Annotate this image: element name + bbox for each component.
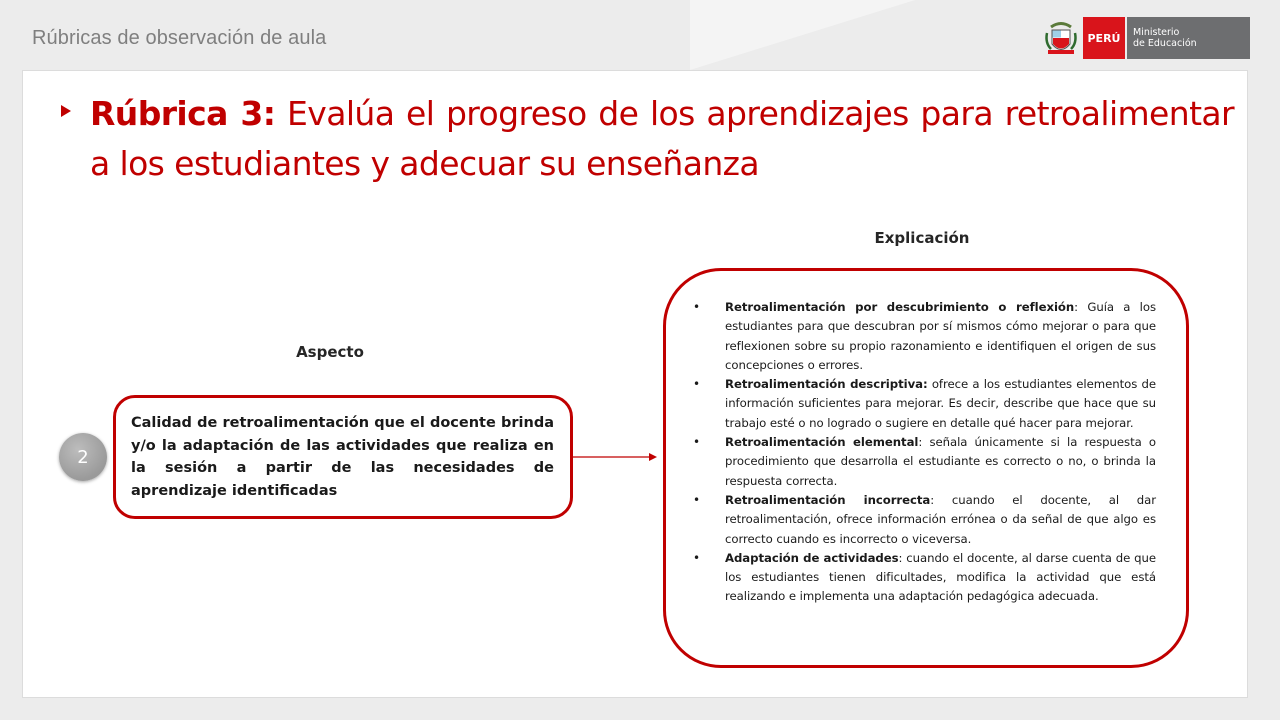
explanation-text: Guía a los estudiantes para que descubran por sí mismos cómo mejorar o para que reflexionen sobre su propio razonamiento e identifiquen el origen de sus concepciones o errores. (725, 300, 1157, 372)
ministry-logo (1043, 17, 1250, 59)
coat-of-arms-icon (1043, 17, 1079, 59)
explanation-term: Adaptación de actividades (725, 550, 899, 565)
explanation-term: Retroalimentación incorrecta (725, 492, 931, 507)
slide-title (90, 89, 1234, 189)
explanation-item (692, 491, 1156, 549)
explanation-separator: : (918, 435, 930, 450)
explanation-text: señala únicamente si la respuesta o procedimiento que desarrolla el estudiante es correcto o no, o brinda la respuesta correcta. (725, 435, 1156, 488)
explanation-separator: : (930, 492, 952, 507)
aspect-box: Calidad de retroalimentación que el docente brinda y/o la adaptación de las actividades que realiza en la sesión a partir de las necesidades de aprendizaje identificadas (113, 395, 573, 519)
explanation-text: cuando el docente, al dar retroalimentación, ofrece información errónea o da señal de que algo es correcto cuando es incorrecto o viceversa. (725, 492, 1156, 546)
explanation-label: Explicación (874, 229, 970, 247)
explanation-term: Retroalimentación elemental (725, 435, 919, 450)
aspect-number-badge: 2 (59, 433, 107, 481)
explanation-item (692, 433, 1156, 491)
ministry-line-1: Ministerio (1133, 27, 1180, 38)
explanation-text: cuando el docente, al darse cuenta de que los estudiantes tienen dificultades, modifica la actividad que está realizando e implementa una adaptación pedagógica adecuada. (725, 550, 1156, 604)
title-bullet-icon (61, 105, 71, 117)
explanation-box (663, 268, 1189, 668)
explanation-list (692, 298, 1156, 607)
aspect-label: Aspecto (296, 343, 364, 361)
explanation-separator: : (1074, 300, 1088, 314)
peru-label: PERÚ (1083, 17, 1125, 59)
explanation-separator: : (898, 550, 907, 565)
header-title: Rúbricas de observación de aula (32, 27, 327, 49)
explanation-term: Retroalimentación descriptiva: (725, 377, 928, 392)
explanation-item (692, 375, 1156, 433)
explanation-item (692, 549, 1156, 607)
explanation-term: Retroalimentación por descubrimiento o reflexión (725, 300, 1075, 314)
connector-arrow-icon (573, 450, 659, 464)
slide-title-bold: Rúbrica 3: (90, 94, 276, 133)
ministry-label (1127, 17, 1250, 59)
explanation-text: ofrece a los estudiantes elementos de información suficientes para mejorar. Es decir, describe que hace que su trabajo esté o no logrado o sugiere en detalle qué hacer para mejorar. (725, 377, 1157, 430)
slide-title-rest: Evalúa el progreso de los aprendizajes para retroalimentar a los estudiantes y adecuar su enseñanza (90, 94, 1235, 183)
ministry-line-2: de Educación (1133, 38, 1197, 49)
explanation-item (692, 298, 1156, 375)
